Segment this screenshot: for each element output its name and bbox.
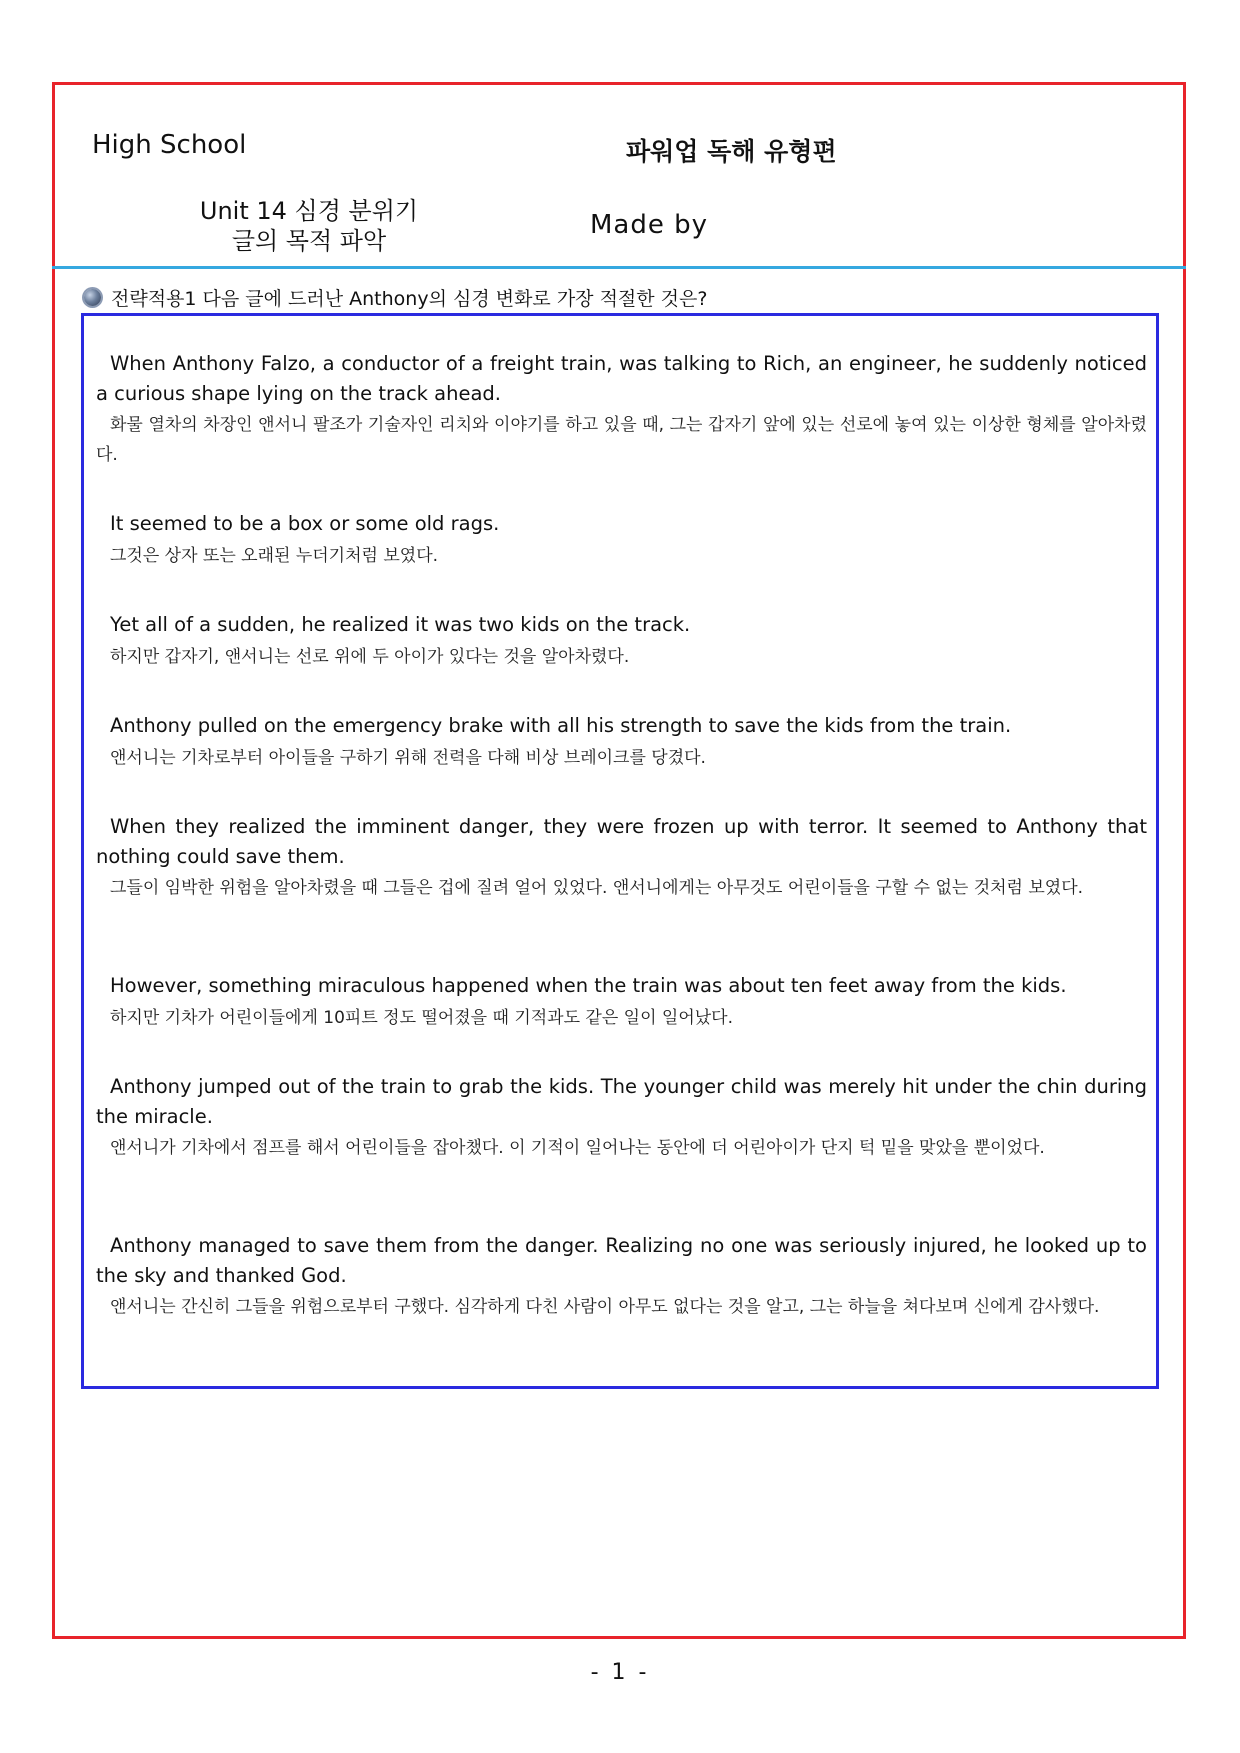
question-line [84, 284, 707, 311]
header-divider [52, 266, 1186, 269]
korean-translation: 하지만 갑자기, 앤서니는 선로 위에 두 아이가 있다는 것을 알아차렸다. [110, 646, 630, 667]
korean-translation: 그들이 임박한 위험을 알아차렸을 때 그들은 겁에 질려 얼어 있었다. 앤서니에게는 아무것도 어린이들을 구할 수 없는 것처럼 보였다. [110, 878, 1084, 898]
passage-paragraph-2 [96, 509, 1147, 571]
english-sentence: Anthony pulled on the emergency brake with all his strength to save the kids from the train. [110, 714, 1012, 737]
korean-translation: 앤서니가 기차에서 점프를 해서 어린이들을 잡아챘다. 이 기적이 일어나는 동안에 더 어린아이가 단지 턱 밑을 맞았을 뿐이었다. [110, 1138, 1045, 1158]
unit-title-line2: 글의 목적 파악 [231, 227, 387, 255]
english-sentence: It seemed to be a box or some old rags. [110, 512, 500, 535]
english-sentence: Anthony jumped out of the train to grab the kids. The younger child was merely hit under the chin during the miracle. [96, 1075, 1147, 1128]
passage-paragraph-4 [96, 711, 1147, 773]
passage-paragraph-8 [96, 1231, 1147, 1322]
english-sentence: When Anthony Falzo, a conductor of a freight train, was talking to Rich, an engineer, he suddenly noticed a curious shape lying on the track ahead. [96, 352, 1147, 405]
korean-translation: 앤서니는 기차로부터 아이들을 구하기 위해 전력을 다해 비상 브레이크를 당겼다. [110, 747, 706, 768]
page-number: - 1 - [590, 1660, 650, 1685]
book-title: 파워업 독해 유형편 [626, 137, 837, 166]
unit-title-line1: Unit 14 심경 분위기 [199, 197, 419, 225]
school-level: High School [92, 130, 247, 160]
korean-translation: 하지만 기차가 어린이들에게 10피트 정도 떨어졌을 때 기적과도 같은 일이 일어났다. [110, 1007, 733, 1028]
english-sentence: Anthony managed to save them from the danger. Realizing no one was seriously injured, he looked up to the sky and thanked God. [96, 1234, 1147, 1287]
korean-translation: 앤서니는 간신히 그들을 위험으로부터 구했다. 심각하게 다친 사람이 아무도 없다는 것을 알고, 그는 하늘을 쳐다보며 신에게 감사했다. [110, 1297, 1100, 1317]
unit-title [198, 196, 420, 256]
passage-paragraph-6 [96, 971, 1147, 1033]
passage-paragraph-5 [96, 812, 1147, 903]
passage-box [81, 313, 1159, 1389]
globe-bullet-icon [84, 289, 101, 306]
passage-paragraph-7 [96, 1072, 1147, 1163]
passage-paragraph-3 [96, 610, 1147, 672]
korean-translation: 화물 열차의 차장인 앤서니 팔조가 기술자인 리치와 이야기를 하고 있을 때, 그는 갑자기 앞에 있는 선로에 놓여 있는 이상한 형체를 알아차렸다. [96, 415, 1147, 465]
english-sentence: However, something miraculous happened when the train was about ten feet away from the kids. [110, 974, 1067, 997]
made-by-label: Made by [590, 210, 709, 240]
question-text: 전략적용1 다음 글에 드러난 Anthony의 심경 변화로 가장 적절한 것은? [111, 288, 708, 310]
english-sentence: When they realized the imminent danger, they were frozen up with terror. It seemed to Anthony that nothing could save them. [96, 815, 1147, 868]
passage-paragraph-1 [96, 349, 1147, 470]
korean-translation: 그것은 상자 또는 오래된 누더기처럼 보였다. [110, 545, 439, 566]
english-sentence: Yet all of a sudden, he realized it was two kids on the track. [110, 613, 691, 636]
